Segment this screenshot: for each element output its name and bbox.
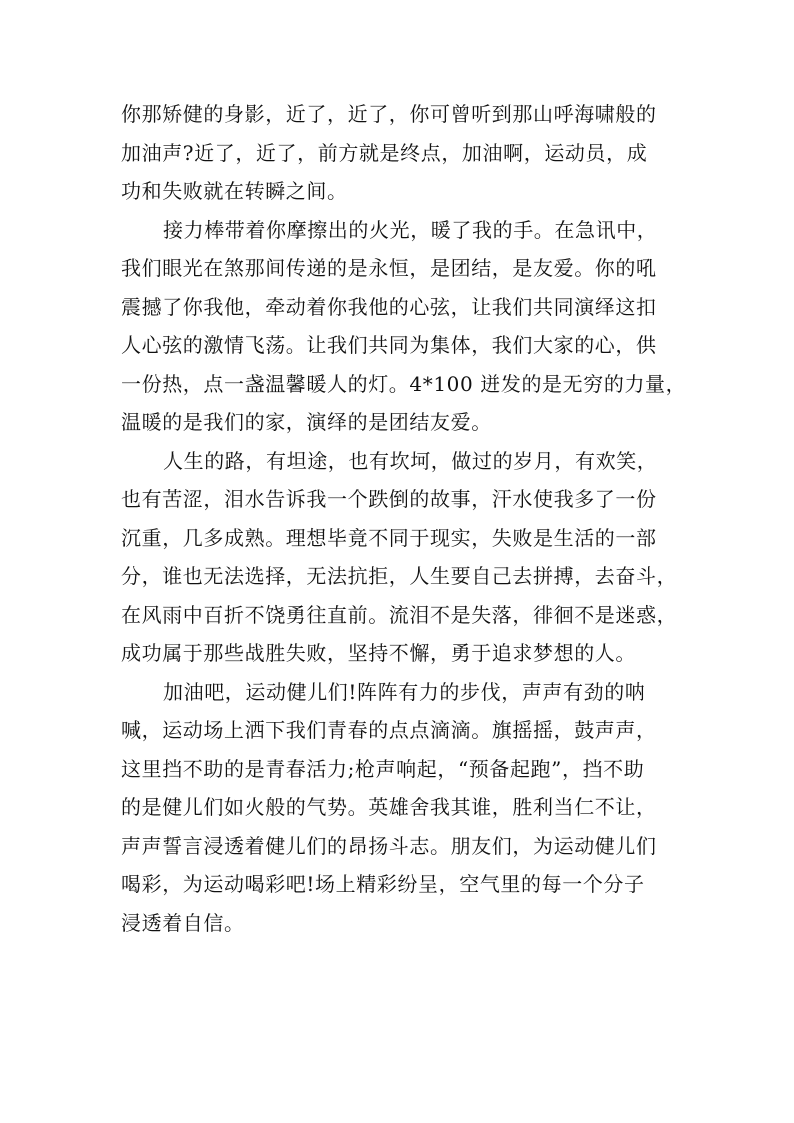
text-line: 接力棒带着你摩擦出的火光，暖了我的手。在急讯中，	[163, 217, 658, 242]
text-line: 功和失败就在转瞬之间。	[121, 179, 348, 203]
text-line: 声声誓言浸透着健儿们的昂扬斗志。朋友们，为运动健儿们	[121, 833, 657, 858]
text-line: 成功属于那些战胜失败，坚持不懈，勇于追求梦想的人。	[121, 641, 636, 665]
text-line: 震撼了你我他，牵动着你我他的心弦，让我们共同演绎这扣	[121, 294, 657, 319]
text-line: 浸透着自信。	[121, 910, 245, 935]
text-line: 加油声?近了，近了，前方就是终点，加油啊，运动员，成	[121, 140, 648, 165]
text-line: 这里挡不助的是青春活力;枪声响起，“预备起跑”，挡不助	[121, 756, 645, 781]
text-line: 加油吧，运动健儿们!阵阵有力的步伐，声声有劲的呐	[163, 679, 646, 704]
text-line: 人生的路，有坦途，也有坎坷，做过的岁月，有欢笑，	[163, 448, 658, 473]
paragraph-2	[121, 211, 687, 442]
text-line: 人心弦的激情飞荡。让我们共同为集体，我们大家的心，供	[121, 333, 657, 357]
text-line: 我们眼光在煞那间传递的是永恒，是团结，是友爱。你的吼	[121, 256, 657, 280]
paragraph-4	[121, 673, 673, 943]
text-line: 在风雨中百折不饶勇往直前。流泪不是失落，徘徊不是迷惑，	[121, 602, 678, 627]
text-line: 的是健儿们如火般的气势。英雄舍我其谁，胜利当仁不让，	[121, 795, 657, 819]
text-line: 温暖的是我们的家，演绎的是团结友爱。	[121, 410, 492, 434]
document-body	[121, 95, 687, 942]
text-line: 喊，运动场上洒下我们青春的点点滴滴。旗摇摇，鼓声声，	[121, 718, 657, 742]
paragraph-1	[121, 95, 673, 211]
text-line: 分，谁也无法选择，无法抗拒，人生要自己去拼搏，去奋斗，	[121, 564, 678, 588]
text-line: 沉重，几多成熟。理想毕竟不同于现实，失败是生活的一部	[121, 525, 657, 550]
paragraph-3	[121, 442, 678, 673]
text-line: 喝彩，为运动喝彩吧!场上精彩纷呈，空气里的每一个分子	[121, 872, 645, 896]
text-line: 你那矫健的身影，近了，近了，你可曾听到那山呼海啸般的	[121, 102, 657, 126]
text-line: 也有苦涩，泪水告诉我一个跌倒的故事，汗水使我多了一份	[121, 487, 657, 511]
text-line: 一份热，点一盏温馨暖人的灯。4*100 迸发的是无穷的力量，	[121, 371, 687, 396]
